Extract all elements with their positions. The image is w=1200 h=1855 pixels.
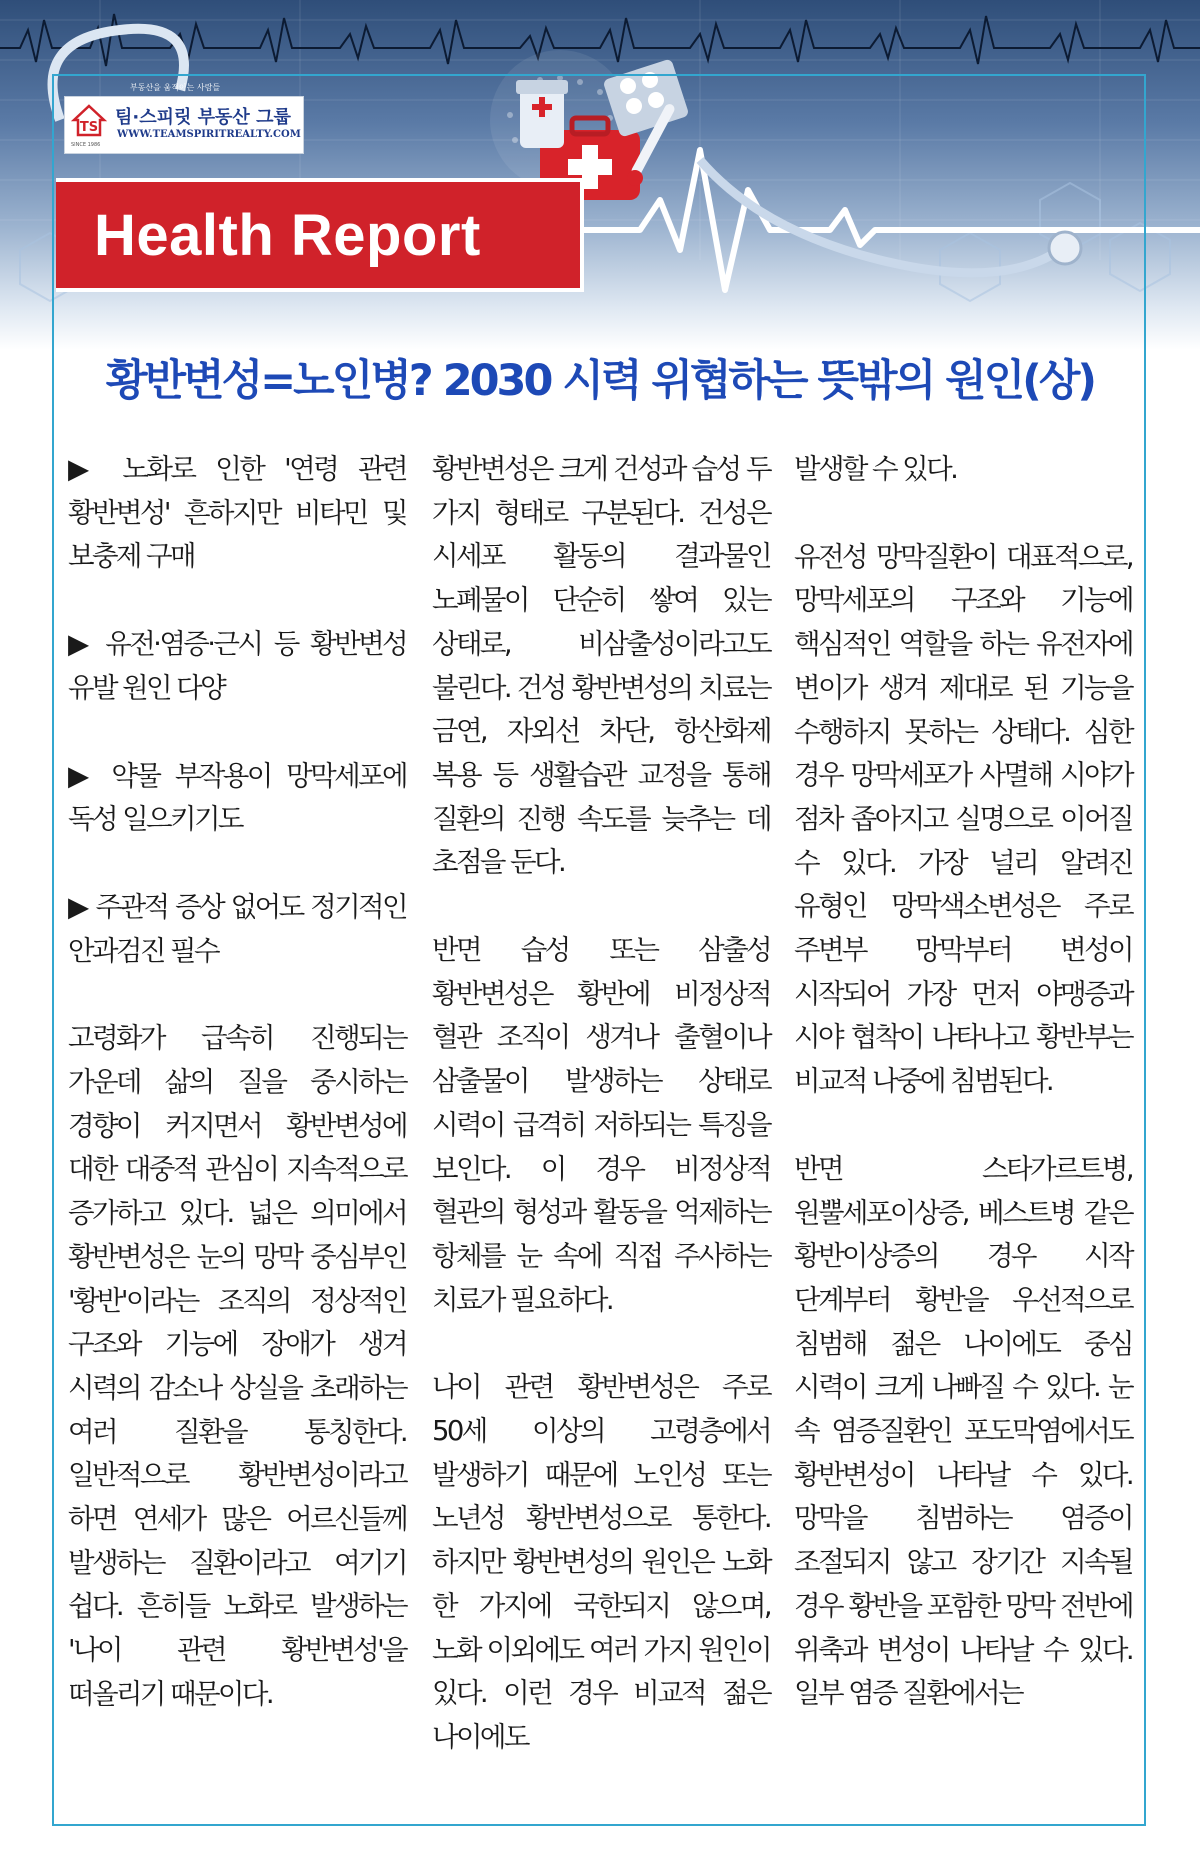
logo-tagline: 부동산을 움직이는 사람들 <box>130 83 221 92</box>
article-column-1 <box>68 448 406 1761</box>
article-column-3 <box>794 448 1132 1760</box>
logo-since: SINCE 1986 <box>71 142 101 148</box>
article-paragraph: 반면 스타가르트병, 원뿔세포이상증, 베스트병 같은 황반이상증의 경우 시작 단계부터 황반을 우선적으로 침범해 젊은 나이에도 중심 시력이 크게 나빠질 수 있다. 눈 속 염증질환인 포도막염에서도 황반변성이 나타날 수 있다. 망막을 침범하는 염증이 조절되지 않고 장기간 지속될 경우 황반을 포함한 망막 전반에 위축과 변성이 나타날 수 있다. 일부 염증 질환에서는 <box>794 1152 1132 1710</box>
article-paragraph: 발생할 수 있다. <box>794 453 957 485</box>
article-paragraph: 유전성 망막질환이 대표적으로, 망막세포의 구조와 기능에 핵심적인 역할을 하는 유전자에 변이가 생겨 제대로 된 기능을 수행하지 못하는 상태다. 심한 경우 망막세포가 사멸해 시야가 점차 좁아지고 실명으로 이어질 수 있다. 가장 널리 알려진 유형인 망막색소변성은 주로 주변부 망막부터 변성이 시작되어 가장 먼저 야맹증과 시야 협착이 나타나고 황반부는 비교적 나중에 침범된다. <box>794 540 1132 1098</box>
house-logo-icon <box>71 103 107 139</box>
summary-bullet: ▶ 주관적 증상 없어도 정기적인 안과검진 필수 <box>68 890 406 967</box>
summary-bullet: ▶ 약물 부작용이 망막세포에 독성 일으키기도 <box>68 759 406 836</box>
section-title: Health Report <box>94 202 481 268</box>
company-name: 팀·스피릿 부동산 그룹 <box>115 107 291 128</box>
svg-text:TS: TS <box>79 120 99 135</box>
article-paragraph: 반면 습성 또는 삼출성 황반변성은 황반에 비정상적 혈관 조직이 생겨나 출혈이나 삼출물이 발생하는 상태로 시력이 급격히 저하되는 특징을 보인다. 이 경우 비정상적 혈관의 형성과 활동을 억제하는 항체를 눈 속에 직접 주사하는 치료가 필요하다. <box>432 934 770 1316</box>
company-logo[interactable] <box>64 96 304 154</box>
summary-bullet: ▶ 유전·염증·근시 등 황반변성 유발 원인 다양 <box>68 628 406 704</box>
article-paragraph: 나이 관련 황반변성은 주로 50세 이상의 고령층에서 발생하기 때문에 노인성 또는 노년성 황반변성으로 통한다. 하지만 황반변성의 원인은 노화 한 가지에 국한되지 않으며, 노화 이외에도 여러 가지 원인이 있다. 이런 경우 비교적 젊은 나이에도 <box>432 1371 770 1753</box>
article-paragraph: 황반변성은 크게 건성과 습성 두 가지 형태로 구분된다. 건성은 시세포 활동의 결과물인 노폐물이 단순히 쌓여 있는 상태로, 비삼출성이라고도 불린다. 건성 황반변성의 치료는 금연, 자외선 차단, 항산화제 복용 등 생활습관 교정을 통해 질환의 진행 속도를 늦추는 데 초점을 둔다. <box>432 453 770 879</box>
article-headline: 황반변성=노인병? 2030 시력 위협하는 뜻밖의 원인(상) <box>105 356 1095 406</box>
article-body <box>68 448 1132 1753</box>
company-url: WWW.TEAMSPIRITREALTY.COM <box>117 129 301 140</box>
summary-bullet: ▶ 노화로 인한 '연령 관련 황반변성' 흔하지만 비타민 및 보충제 구매 <box>68 453 406 573</box>
section-banner <box>56 178 584 292</box>
article-column-2 <box>432 448 770 1804</box>
article-paragraph: 고령화가 급속히 진행되는 가운데 삶의 질을 중시하는 경향이 커지면서 황반변성에 대한 대중적 관심이 지속적으로 증가하고 있다. 넓은 의미에서 황반변성은 눈의 망막 중심부인 '황반'이라는 조직의 정상적인 구조와 기능에 장애가 생겨 시력의 감소나 상실을 초래하는 여러 질환을 통칭한다. 일반적으로 황반변성이라고 하면 연세가 많은 어르신들께 발생하는 질환이라고 여기기 쉽다. 흔히들 노화로 발생하는 '나이 관련 황반변성'을 떠올리기 때문이다. <box>68 1022 406 1710</box>
